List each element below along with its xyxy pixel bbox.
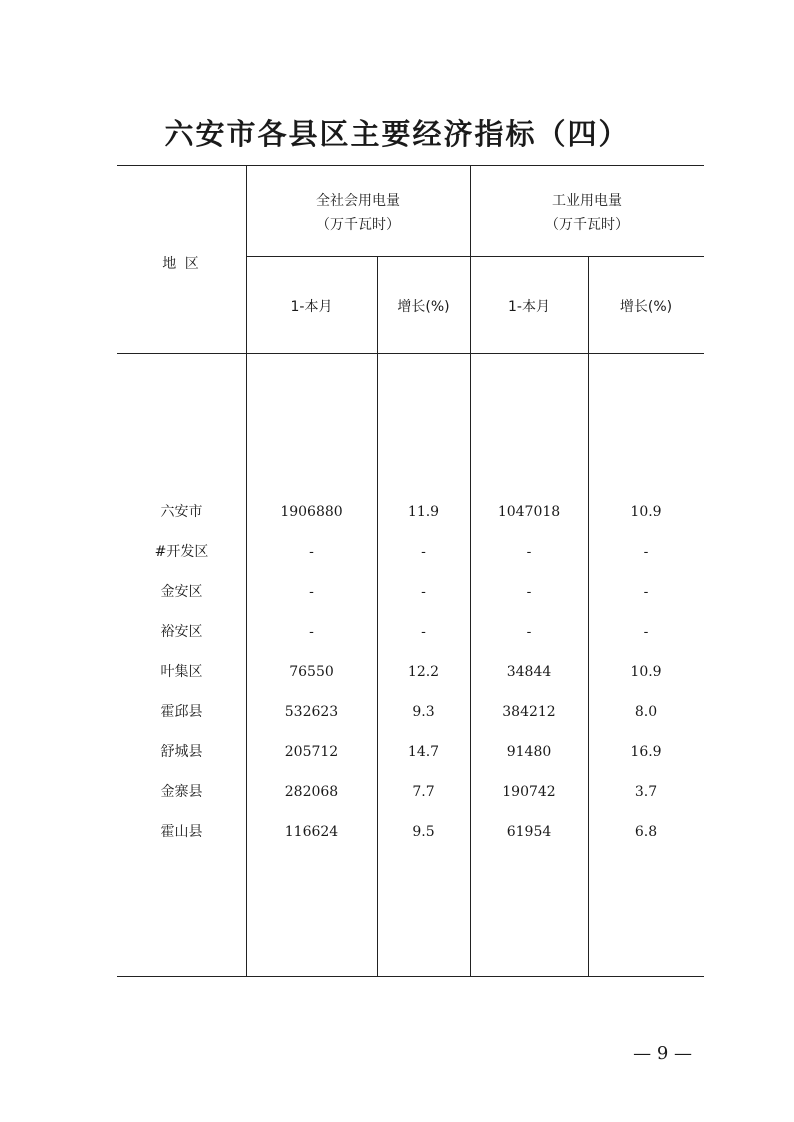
industrial-growth-cell: 3.7: [634, 784, 658, 800]
total-growth-cell: -: [421, 584, 426, 600]
total-power-cell: 116624: [284, 824, 339, 840]
group1-name: 全社会用电量: [316, 193, 400, 209]
region-name-cell: 舒城县: [160, 744, 203, 760]
sub-header-growth: 增长(%): [397, 299, 450, 315]
industrial-growth-cell: 16.9: [630, 744, 662, 760]
industrial-power-cell: 91480: [506, 744, 552, 760]
industrial-power-cell: -: [526, 624, 532, 640]
industrial-growth-cell: 10.9: [630, 504, 662, 520]
industrial-power-cell: 61954: [506, 824, 552, 840]
column-divider: [470, 165, 471, 977]
region-name-cell: 叶集区: [160, 664, 203, 680]
column-divider: [246, 165, 247, 977]
header-bottom-rule: [117, 353, 704, 354]
table-bottom-rule: [117, 976, 704, 977]
total-power-cell: -: [309, 544, 314, 560]
group1-unit: （万千瓦时）: [316, 217, 400, 233]
total-power-cell: 76550: [289, 664, 334, 680]
total-power-cell: 1906880: [280, 504, 343, 520]
total-power-cell: -: [309, 624, 314, 640]
total-growth-cell: -: [421, 544, 426, 560]
industrial-power-cell: 1047018: [497, 504, 561, 520]
industrial-growth-cell: -: [643, 544, 649, 560]
industrial-power-cell: -: [526, 544, 532, 560]
column-divider: [377, 256, 378, 977]
region-name-cell: 六安市: [160, 504, 203, 520]
total-growth-cell: 14.7: [407, 744, 440, 760]
industrial-growth-cell: 8.0: [634, 704, 658, 720]
page-title: 六安市各县区主要经济指标（四）: [164, 117, 630, 151]
industrial-power-cell: -: [526, 584, 532, 600]
total-power-cell: 282068: [284, 784, 339, 800]
region-name-cell: 金寨县: [160, 784, 203, 800]
total-growth-cell: 9.5: [412, 824, 435, 840]
region-name-cell: 霍山县: [160, 824, 203, 840]
total-growth-cell: -: [421, 624, 426, 640]
region-name-cell: 裕安区: [160, 624, 203, 640]
industrial-power-cell: 34844: [506, 664, 552, 680]
industrial-growth-cell: 6.8: [634, 824, 658, 840]
industrial-growth-cell: 10.9: [630, 664, 662, 680]
table-top-rule: [117, 165, 704, 166]
sub-header-growth: 增长(%): [619, 299, 673, 315]
total-growth-cell: 9.3: [412, 704, 435, 720]
column-divider: [588, 256, 589, 977]
region-name-cell: #开发区: [154, 544, 209, 560]
header-mid-rule: [246, 256, 704, 257]
group2-unit: （万千瓦时）: [545, 217, 629, 233]
total-power-cell: -: [309, 584, 314, 600]
page-number: — 9 —: [633, 1043, 692, 1064]
region-name-cell: 霍邱县: [160, 704, 203, 720]
industrial-power-cell: 384212: [502, 704, 556, 720]
region-name-cell: 金安区: [160, 584, 203, 600]
industrial-power-cell: 190742: [502, 784, 556, 800]
group2-name: 工业用电量: [552, 193, 622, 209]
total-growth-cell: 11.9: [407, 504, 440, 520]
total-power-cell: 532623: [284, 704, 339, 720]
total-power-cell: 205712: [284, 744, 339, 760]
sub-header-cumulative: 1-本月: [290, 299, 333, 315]
region-header: 地 区: [162, 256, 201, 272]
sub-header-cumulative: 1-本月: [508, 299, 550, 315]
industrial-growth-cell: -: [643, 624, 649, 640]
industrial-growth-cell: -: [643, 584, 649, 600]
total-growth-cell: 7.7: [412, 784, 435, 800]
total-growth-cell: 12.2: [407, 664, 440, 680]
